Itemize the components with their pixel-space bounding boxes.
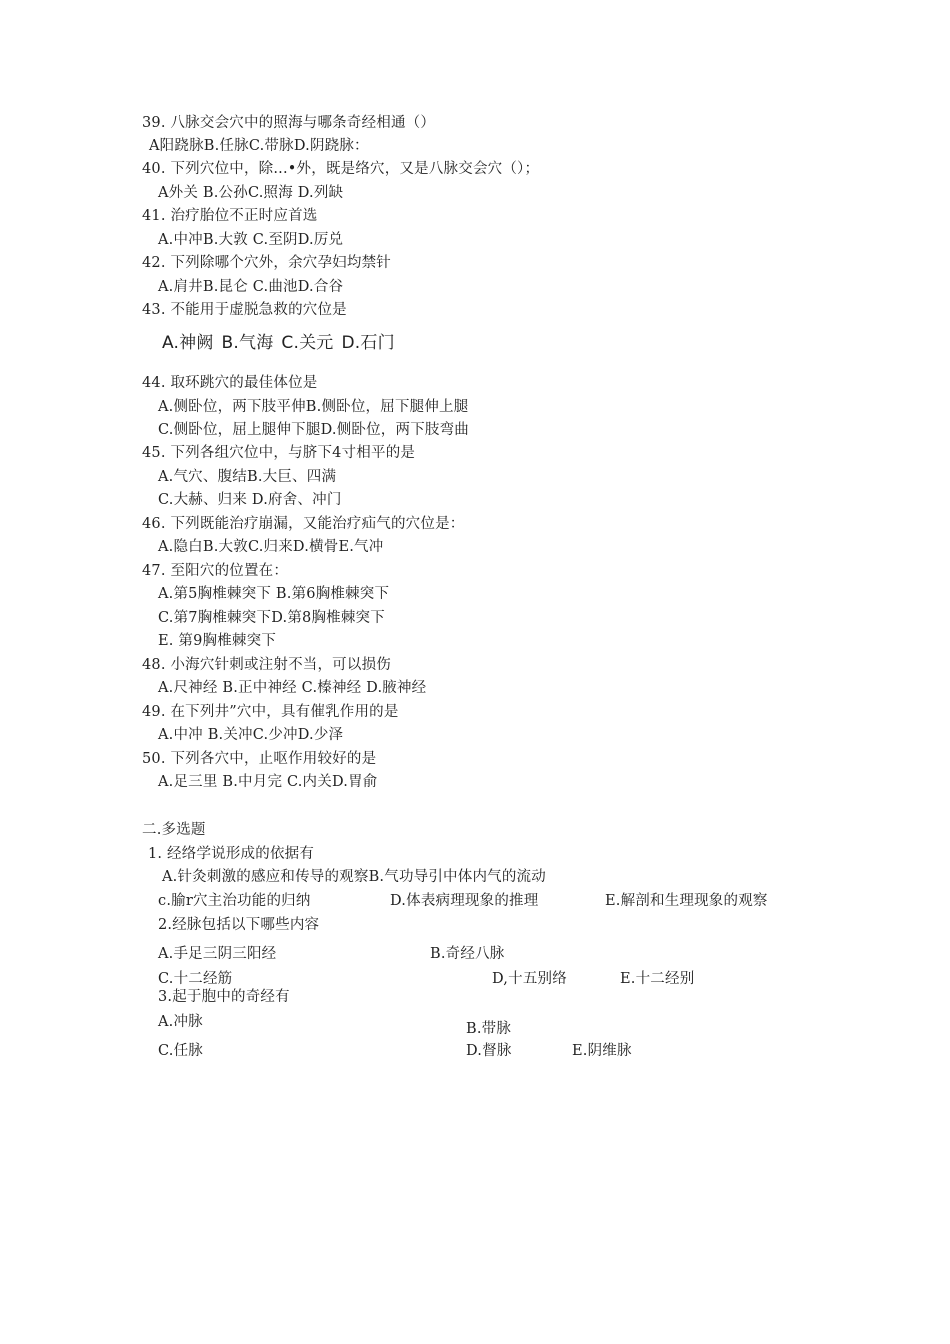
option-c: c.腧r穴主治功能的归纳 (158, 893, 311, 909)
option-c: C.关元 (281, 333, 334, 353)
question-stem: 45. 下列各组穴位中，与脐下4寸相平的是 (142, 445, 416, 461)
question-stem: 2.经脉包括以下哪些内容 (158, 917, 320, 933)
option-a: A.冲脉 (158, 1014, 203, 1030)
option-e: E.阴维脉 (572, 1043, 632, 1059)
question-stem: 40. 下列穴位中，除...•外，既是络穴，又是八脉交会穴（）； (142, 161, 540, 177)
option-d: D,十五别络 (492, 971, 567, 987)
question-options: C.侧卧位，屈上腿伸下腿D.侧卧位，两下肢弯曲 (158, 422, 470, 438)
question-stem: 44. 取环跳穴的最佳体位是 (142, 375, 318, 391)
option-d: D.石门 (341, 333, 395, 353)
question-stem: 47. 至阳穴的位置在： (142, 563, 289, 579)
question-options: A.肩井B.昆仑 C.曲池D.合谷 (158, 279, 344, 295)
section-heading: 二.多选题 (142, 822, 206, 838)
question-options: E. 第9胸椎棘突下 (158, 633, 277, 649)
question-stem: 3.起于胞中的奇经有 (158, 989, 290, 1005)
question-options: A.针灸刺激的感应和传导的观察B.气功导引中体内气的流动 (162, 869, 546, 885)
question-options: A.足三里 B.中月完 C.内关D.胃俞 (158, 774, 378, 790)
question-stem: 41. 治疗胎位不正时应首选 (142, 208, 318, 224)
option-e: E.十二经别 (620, 971, 695, 987)
question-options: A.尺神经 B.正中神经 C.榛神经 D.腋神经 (158, 680, 427, 696)
question-stem: 49. 在下列井”穴中，具有催乳作用的是 (142, 704, 399, 720)
question-stem: 43. 不能用于虚脱急救的穴位是 (142, 302, 347, 318)
question-options: A.第5胸椎棘突下 B.第6胸椎棘突下 (158, 586, 390, 602)
option-b: B.气海 (221, 333, 274, 353)
option-d: D.体表病理现象的推理 (390, 893, 539, 909)
option-e: E.解剖和生理现象的观察 (605, 893, 768, 909)
question-options: A.气穴、腹结B.大巨、四满 (158, 469, 337, 485)
option-a: A.神阙 (162, 333, 214, 353)
question-options: C.大赫、归来 D.府舍、冲门 (158, 492, 342, 508)
question-stem: 39. 八脉交会穴中的照海与哪条奇经相通（） (142, 115, 436, 131)
question-stem: 50. 下列各穴中，止呕作用较好的是 (142, 751, 377, 767)
question-stem: 42. 下列除哪个穴外，余穴孕妇均禁针 (142, 255, 391, 271)
question-stem: 48. 小海穴针刺或注射不当，可以损伤 (142, 657, 391, 673)
question-options: A.侧卧位，两下肢平伸B.侧卧位，屈下腿伸上腿 (158, 399, 469, 415)
question-options: C.第7胸椎棘突下D.第8胸椎棘突下 (158, 610, 385, 626)
question-options: A外关 B.公孙C.照海 D.列缺 (158, 185, 344, 201)
question-options: A.中冲 B.关冲C.少冲D.少泽 (158, 727, 344, 743)
question-stem: 46. 下列既能治疗崩漏，又能治疗疝气的穴位是： (142, 516, 465, 532)
option-b: B.带脉 (466, 1021, 512, 1037)
question-options: A.中冲B.大敦 C.至阴D.厉兑 (158, 232, 344, 248)
question-options: A.隐白B.大敦C.归来D.横骨E.气冲 (158, 539, 384, 555)
option-c: C.任脉 (158, 1043, 203, 1059)
option-d: D.督脉 (466, 1043, 512, 1059)
option-b: B.奇经八脉 (430, 946, 505, 962)
question-options: A阳跷脉B.任脉C.带脉D.阴跷脉： (149, 138, 369, 154)
question-options-large (162, 334, 395, 352)
option-c: C.十二经筋 (158, 971, 233, 987)
question-stem: 1. 经络学说形成的依据有 (148, 846, 315, 862)
option-a: A.手足三阴三阳经 (158, 946, 277, 962)
